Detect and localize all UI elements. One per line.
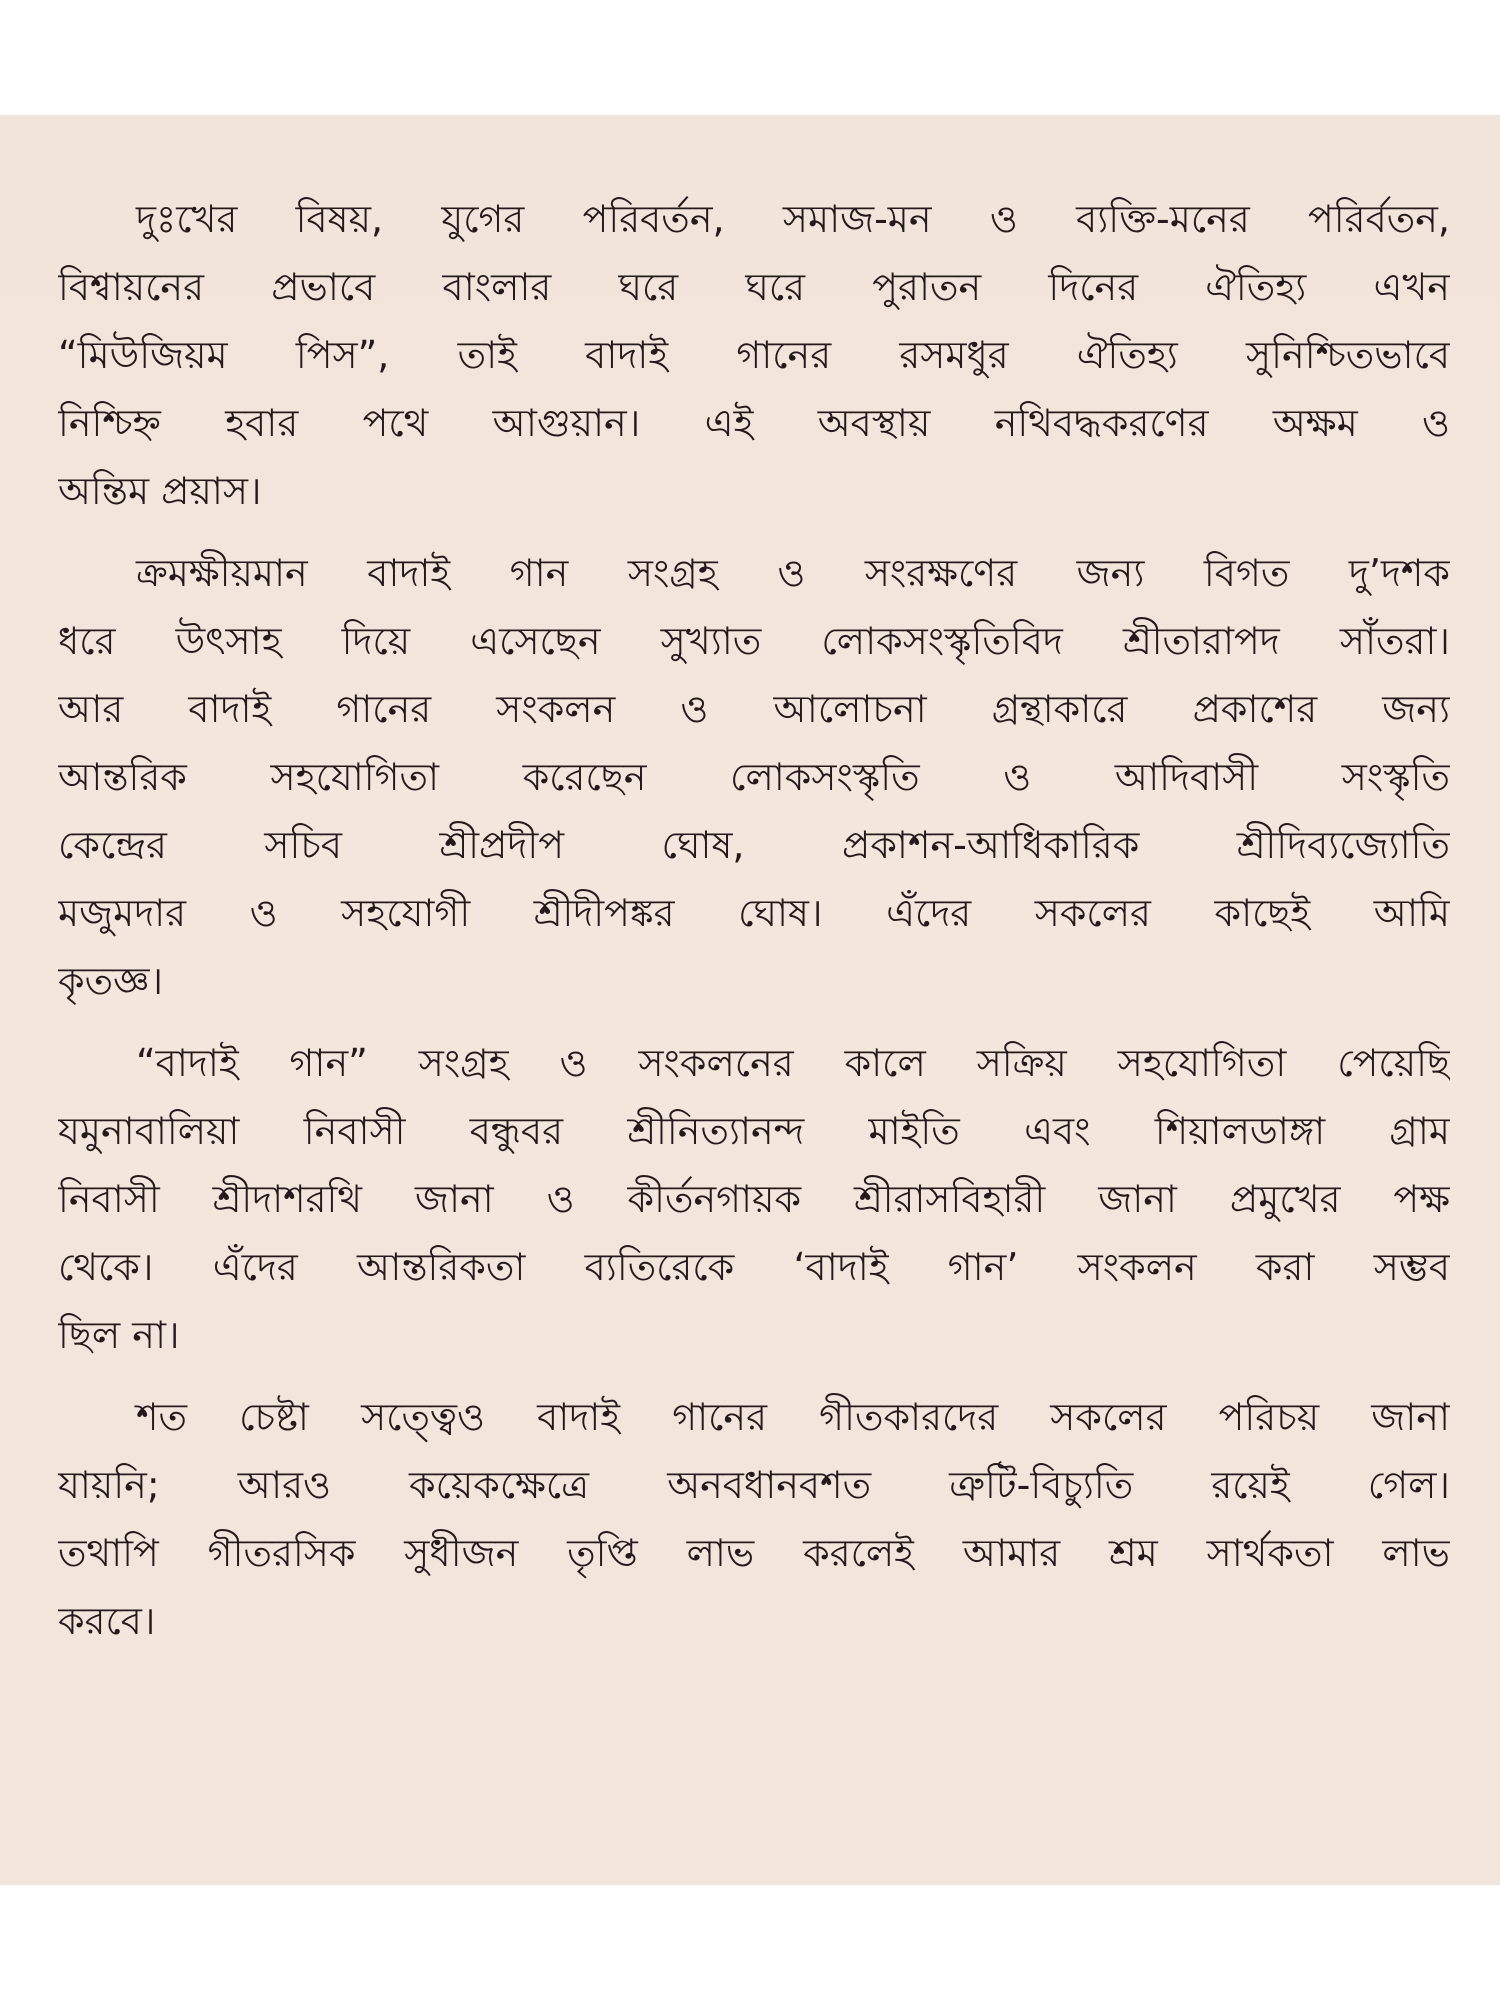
paragraph-line: যায়নি; আরও কয়েকক্ষেত্রে অনবধানবশত ত্রুটি-বিচ্যুতি রয়েই গেল। — [58, 1463, 1450, 1507]
paragraph-line: তথাপি গীতরসিক সুধীজন তৃপ্তি লাভ করলেই আমার শ্রম সার্থকতা লাভ — [58, 1531, 1450, 1575]
paragraph-line: দুঃখের বিষয়, যুগের পরিবর্তন, সমাজ-মন ও ব্যক্তি-মনের পরির্বতন, — [136, 197, 1450, 241]
paragraph-spacer — [58, 1015, 1450, 1029]
paragraph-line: শত চেষ্টা সত্ত্বেও বাদাই গানের গীতকারদের সকলের পরিচয় জানা — [136, 1395, 1450, 1439]
paragraph-1 — [58, 185, 1450, 525]
paragraph-line: ছিল না। — [58, 1313, 180, 1357]
paragraph-line: “মিউজিয়ম পিস”, তাই বাদাই গানের রসমধুর ঐতিহ্য সুনিশ্চিতভাবে — [58, 333, 1450, 377]
paragraph-line: “বাদাই গান” সংগ্রহ ও সংকলনের কালে সক্রিয় সহযোগিতা পেয়েছি — [136, 1041, 1450, 1085]
paragraph-line: আন্তরিক সহযোগিতা করেছেন লোকসংস্কৃতি ও আদিবাসী সংস্কৃতি — [58, 755, 1450, 799]
paragraph-line: করবে। — [58, 1599, 156, 1643]
paragraph-spacer — [58, 1369, 1450, 1383]
paragraph-spacer — [58, 525, 1450, 539]
paragraph-4 — [58, 1383, 1450, 1655]
paragraph-line: আর বাদাই গানের সংকলন ও আলোচনা গ্রন্থাকারে প্রকাশের জন্য — [58, 687, 1450, 731]
paragraph-2 — [58, 539, 1450, 1015]
paragraph-line: নিবাসী শ্রীদাশরথি জানা ও কীর্তনগায়ক শ্রীরাসবিহারী জানা প্রমুখের পক্ষ — [58, 1177, 1450, 1221]
paragraph-line: অন্তিম প্রয়াস। — [58, 469, 262, 513]
paragraph-line: মজুমদার ও সহযোগী শ্রীদীপঙ্কর ঘোষ। এঁদের সকলের কাছেই আমি — [58, 891, 1450, 935]
paragraph-line: বিশ্বায়নের প্রভাবে বাংলার ঘরে ঘরে পুরাতন দিনের ঐতিহ্য এখন — [58, 265, 1450, 309]
paragraph-line: কেন্দ্রের সচিব শ্রীপ্রদীপ ঘোষ, প্রকাশন-আধিকারিক শ্রীদিব্যজ্যোতি — [58, 823, 1450, 867]
paragraph-line: যমুনাবালিয়া নিবাসী বন্ধুবর শ্রীনিত্যানন্দ মাইতি এবং শিয়ালডাঙ্গা গ্রাম — [58, 1109, 1450, 1153]
paragraph-line: ক্রমক্ষীয়মান বাদাই গান সংগ্রহ ও সংরক্ষণের জন্য বিগত দু’দশক — [136, 551, 1450, 595]
paragraph-line: ধরে উৎসাহ দিয়ে এসেছেন সুখ্যাত লোকসংস্কৃতিবিদ শ্রীতারাপদ সাঁতরা। — [58, 619, 1450, 663]
document-body — [58, 185, 1450, 1655]
paragraph-line: থেকে। এঁদের আন্তরিকতা ব্যতিরেকে ‘বাদাই গান’ সংকলন করা সম্ভব — [58, 1245, 1450, 1289]
paragraph-line: নিশ্চিহ্ন হবার পথে আগুয়ান। এই অবস্থায় নথিবদ্ধকরণের অক্ষম ও — [58, 401, 1450, 445]
paragraph-3 — [58, 1029, 1450, 1369]
paragraph-line: কৃতজ্ঞ। — [58, 959, 164, 1003]
